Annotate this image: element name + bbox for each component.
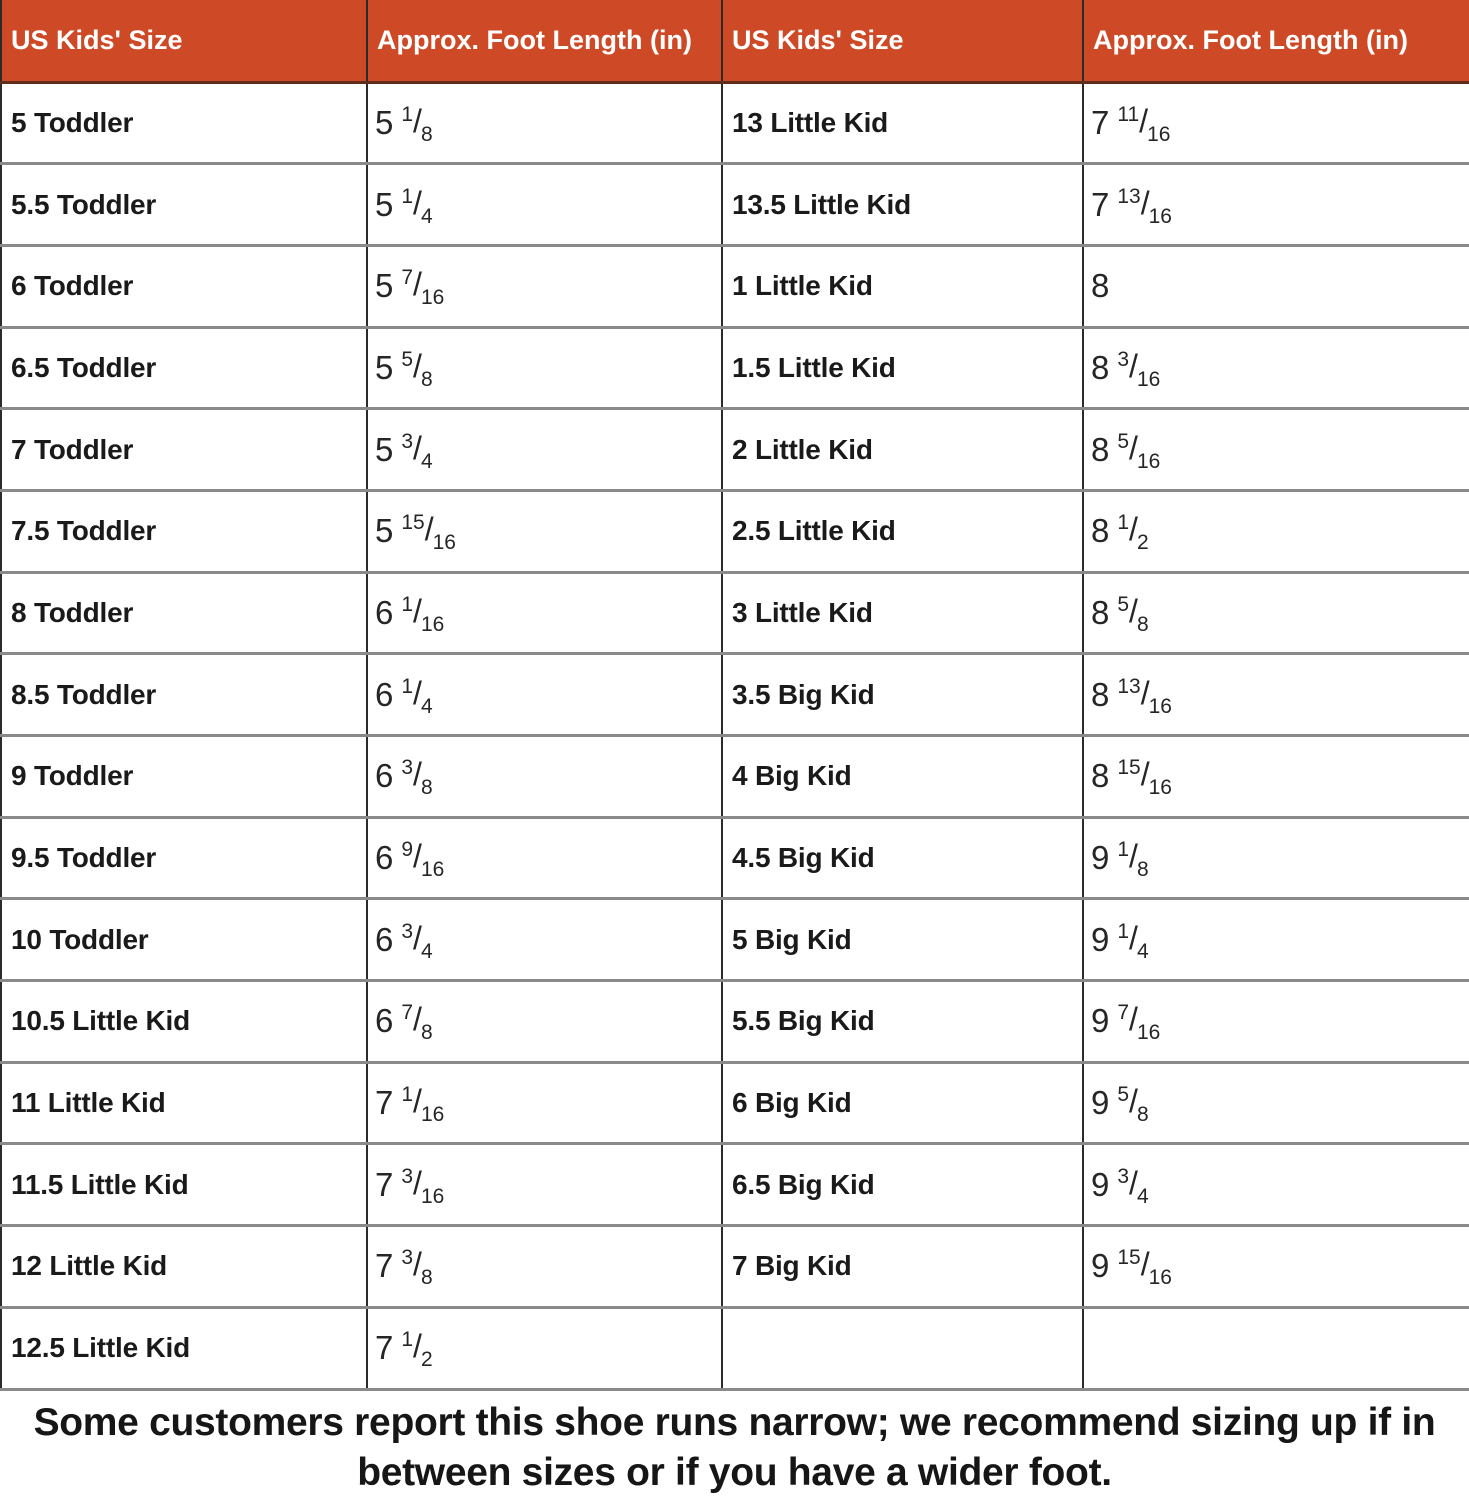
fraction-slash: /: [1129, 838, 1137, 875]
fraction-denominator: 16: [1136, 1021, 1161, 1045]
whole-number: 9: [1091, 1084, 1110, 1122]
fraction-denominator: 2: [420, 1348, 433, 1372]
fraction-denominator: 16: [1148, 776, 1172, 800]
foot-length-cell: [1083, 1062, 1469, 1144]
size-cell: 13.5 Little Kid: [722, 164, 1083, 246]
fraction-numerator: 1: [401, 184, 414, 208]
whole-number: 7: [375, 1165, 394, 1203]
fraction-denominator: 8: [1136, 1103, 1149, 1127]
size-cell: 1.5 Little Kid: [722, 327, 1083, 409]
size-cell: 10.5 Little Kid: [1, 981, 367, 1063]
whole-number: 6: [375, 675, 394, 713]
foot-length-cell: [367, 654, 722, 736]
fraction-numerator: 1: [1117, 511, 1130, 535]
whole-number: 9: [1091, 1247, 1110, 1285]
fraction-denominator: 8: [1136, 858, 1149, 882]
whole-number: 9: [1091, 920, 1110, 958]
fraction-denominator: 16: [1147, 122, 1171, 146]
foot-length-cell: [1083, 572, 1469, 654]
whole-number: 6: [375, 593, 394, 631]
header-foot-length-left: Approx. Foot Length (in): [367, 0, 722, 82]
foot-length-cell: [367, 164, 722, 246]
fraction-denominator: 16: [1148, 1266, 1172, 1290]
foot-length-cell: [367, 572, 722, 654]
fraction-denominator: 4: [1136, 939, 1149, 963]
size-cell: 11.5 Little Kid: [1, 1144, 367, 1226]
fraction-numerator: 3: [401, 1246, 414, 1270]
fit-note-line-1: Some customers report this shoe runs narrow; we recommend sizing up if in: [33, 1400, 1436, 1444]
fraction-slash: /: [413, 347, 421, 384]
fraction-numerator: 7: [401, 266, 414, 290]
fraction-slash: /: [413, 1083, 421, 1120]
fraction-numerator: 3: [401, 1164, 414, 1188]
fraction-denominator: 2: [1136, 531, 1149, 555]
fraction-slash: /: [413, 674, 421, 711]
fraction-denominator: 4: [420, 694, 433, 718]
fraction-numerator: 3: [401, 429, 414, 453]
size-cell: 13 Little Kid: [722, 82, 1083, 164]
table-row: [1, 572, 1469, 654]
whole-number: 8: [1091, 430, 1110, 468]
fraction-numerator: 13: [1117, 674, 1141, 698]
fraction-denominator: 16: [420, 1103, 445, 1127]
fraction-numerator: 1: [401, 674, 414, 698]
size-cell: 4 Big Kid: [722, 736, 1083, 818]
fraction-denominator: 4: [420, 939, 433, 963]
fraction-slash: /: [413, 756, 421, 793]
size-cell: 11 Little Kid: [1, 1062, 367, 1144]
size-cell: 3 Little Kid: [722, 572, 1083, 654]
table-row: [1, 245, 1469, 327]
table-body: [1, 82, 1469, 1389]
fraction-denominator: 16: [1148, 204, 1172, 228]
size-cell: 9.5 Toddler: [1, 817, 367, 899]
fraction-slash: /: [1140, 1246, 1149, 1283]
table-row: [1, 409, 1469, 491]
fraction-numerator: 3: [401, 919, 414, 943]
fit-note-line-2: between sizes or if you have a wider foot.: [357, 1450, 1112, 1494]
whole-number: 7: [375, 1329, 394, 1367]
foot-length-cell: [367, 817, 722, 899]
table-row: [1, 82, 1469, 164]
foot-length-cell: [1083, 164, 1469, 246]
whole-number: 5: [375, 185, 394, 223]
fraction-denominator: 8: [420, 776, 433, 800]
whole-number: 5: [375, 267, 394, 305]
fraction-numerator: 3: [1117, 347, 1130, 371]
table-row: [1, 490, 1469, 572]
whole-number: 8: [1091, 512, 1110, 550]
fraction-denominator: 8: [420, 1021, 433, 1045]
size-cell: 3.5 Big Kid: [722, 654, 1083, 736]
whole-number: 5: [375, 348, 394, 386]
fraction-slash: /: [413, 429, 421, 466]
foot-length-cell: [1083, 409, 1469, 491]
table-row: [1, 327, 1469, 409]
fraction-numerator: 7: [401, 1001, 414, 1025]
foot-length-cell: [1083, 654, 1469, 736]
foot-length-cell: [367, 82, 722, 164]
table-row: [1, 736, 1469, 818]
foot-length-cell: [1083, 736, 1469, 818]
fraction-numerator: 3: [401, 756, 414, 780]
whole-number: 6: [375, 920, 394, 958]
fit-note: [0, 1391, 1469, 1501]
fraction-denominator: 8: [420, 367, 433, 391]
size-cell: 1 Little Kid: [722, 245, 1083, 327]
fraction-denominator: 4: [420, 449, 433, 473]
size-cell: 10 Toddler: [1, 899, 367, 981]
fraction-numerator: 15: [1117, 1246, 1141, 1270]
fraction-numerator: 1: [401, 1083, 414, 1107]
fraction-slash: /: [413, 1328, 421, 1365]
foot-length-cell: [1083, 327, 1469, 409]
fraction-denominator: 16: [432, 531, 456, 555]
fraction-denominator: 16: [1136, 449, 1161, 473]
fraction-slash: /: [413, 1001, 421, 1038]
fraction-slash: /: [413, 838, 421, 875]
fraction-slash: /: [1129, 429, 1137, 466]
size-cell: 9 Toddler: [1, 736, 367, 818]
header-us-kids-size-right: US Kids' Size: [722, 0, 1083, 82]
fraction-slash: /: [413, 184, 421, 221]
size-cell: 5 Big Kid: [722, 899, 1083, 981]
fraction-numerator: 1: [1117, 919, 1130, 943]
fraction-denominator: 4: [1136, 1184, 1149, 1208]
fraction-numerator: 15: [1117, 756, 1141, 780]
fraction-numerator: 5: [1117, 1083, 1130, 1107]
size-cell: 2 Little Kid: [722, 409, 1083, 491]
fraction-denominator: 16: [420, 612, 445, 636]
table-row: [1, 654, 1469, 736]
fraction-slash: /: [413, 919, 421, 956]
table-row: [1, 817, 1469, 899]
fraction-denominator: 4: [420, 204, 433, 228]
size-cell: 5.5 Toddler: [1, 164, 367, 246]
fraction-denominator: 16: [1136, 367, 1161, 391]
size-cell: 6 Toddler: [1, 245, 367, 327]
fraction-denominator: 16: [420, 286, 445, 310]
foot-length-cell: [1083, 1307, 1469, 1389]
foot-length-cell: [1083, 817, 1469, 899]
foot-length-cell: [367, 490, 722, 572]
fraction-denominator: 8: [420, 1266, 433, 1290]
fraction-numerator: 11: [1117, 102, 1140, 126]
whole-number: 9: [1091, 1002, 1110, 1040]
foot-length-cell: [367, 409, 722, 491]
fraction-numerator: 1: [401, 592, 414, 616]
header-foot-length-right: Approx. Foot Length (in): [1083, 0, 1469, 82]
size-cell: 12.5 Little Kid: [1, 1307, 367, 1389]
foot-length-cell: [1083, 981, 1469, 1063]
whole-number: 6: [375, 839, 394, 877]
foot-length-cell: [1083, 1226, 1469, 1308]
header-us-kids-size-left: US Kids' Size: [1, 0, 367, 82]
fraction-numerator: 9: [401, 838, 414, 862]
whole-number: 5: [375, 430, 394, 468]
fraction-slash: /: [1129, 1164, 1137, 1201]
fraction-slash: /: [1129, 347, 1137, 384]
table-header: [1, 0, 1469, 82]
fraction-slash: /: [413, 102, 421, 139]
fraction-slash: /: [1139, 102, 1148, 139]
whole-number: 8: [1091, 675, 1110, 713]
foot-length-cell: [367, 327, 722, 409]
table-row: [1, 899, 1469, 981]
foot-length-cell: [367, 1144, 722, 1226]
whole-number: 7: [375, 1084, 394, 1122]
fraction-numerator: 7: [1117, 1001, 1130, 1025]
fraction-numerator: 5: [1117, 592, 1130, 616]
size-cell: 5 Toddler: [1, 82, 367, 164]
fraction-slash: /: [424, 511, 433, 548]
whole-number: 8: [1091, 267, 1110, 305]
foot-length-cell: [367, 899, 722, 981]
fraction-slash: /: [1140, 184, 1149, 221]
whole-number: 8: [1091, 757, 1110, 795]
whole-number: 6: [375, 757, 394, 795]
foot-length-cell: [1083, 245, 1469, 327]
table-row: [1, 1062, 1469, 1144]
whole-number: 6: [375, 1002, 394, 1040]
size-cell: 8 Toddler: [1, 572, 367, 654]
foot-length-cell: [367, 981, 722, 1063]
fraction-slash: /: [413, 266, 421, 303]
fraction-numerator: 5: [401, 347, 414, 371]
size-cell: 4.5 Big Kid: [722, 817, 1083, 899]
fraction-slash: /: [1129, 919, 1137, 956]
size-cell: 2.5 Little Kid: [722, 490, 1083, 572]
whole-number: 8: [1091, 593, 1110, 631]
fraction-numerator: 1: [1117, 838, 1130, 862]
table-row: [1, 1226, 1469, 1308]
foot-length-cell: [1083, 899, 1469, 981]
foot-length-cell: [1083, 490, 1469, 572]
table-row: [1, 1307, 1469, 1389]
size-cell: [722, 1307, 1083, 1389]
fraction-numerator: 1: [401, 1328, 414, 1352]
size-cell: 7.5 Toddler: [1, 490, 367, 572]
whole-number: 7: [375, 1247, 394, 1285]
fraction-slash: /: [1140, 756, 1149, 793]
fraction-denominator: 8: [420, 122, 433, 146]
fraction-denominator: 16: [420, 1184, 445, 1208]
fraction-numerator: 1: [401, 102, 414, 126]
fraction-numerator: 13: [1117, 184, 1141, 208]
table-row: [1, 1144, 1469, 1226]
header-row: [1, 0, 1469, 82]
size-cell: 6.5 Big Kid: [722, 1144, 1083, 1226]
fraction-numerator: 3: [1117, 1164, 1130, 1188]
fraction-numerator: 15: [401, 511, 425, 535]
fraction-slash: /: [413, 1164, 421, 1201]
fraction-slash: /: [1129, 1001, 1137, 1038]
fraction-slash: /: [1129, 511, 1137, 548]
foot-length-cell: [1083, 1144, 1469, 1226]
foot-length-cell: [367, 736, 722, 818]
size-cell: 5.5 Big Kid: [722, 981, 1083, 1063]
whole-number: 5: [375, 512, 394, 550]
table-row: [1, 164, 1469, 246]
size-cell: 6 Big Kid: [722, 1062, 1083, 1144]
fraction-numerator: 5: [1117, 429, 1130, 453]
fraction-slash: /: [1129, 592, 1137, 629]
whole-number: 9: [1091, 1165, 1110, 1203]
whole-number: 5: [375, 103, 394, 141]
fraction-slash: /: [1129, 1083, 1137, 1120]
fraction-slash: /: [413, 592, 421, 629]
fraction-denominator: 16: [1148, 694, 1172, 718]
whole-number: 7: [1091, 185, 1110, 223]
size-cell: 6.5 Toddler: [1, 327, 367, 409]
size-cell: 7 Big Kid: [722, 1226, 1083, 1308]
foot-length-cell: [367, 1307, 722, 1389]
foot-length-cell: [1083, 82, 1469, 164]
fraction-denominator: 16: [420, 858, 445, 882]
whole-number: 7: [1091, 103, 1110, 141]
fraction-slash: /: [1140, 674, 1149, 711]
whole-number: 8: [1091, 348, 1110, 386]
foot-length-cell: [367, 1062, 722, 1144]
fraction-denominator: 8: [1136, 612, 1149, 636]
size-cell: 12 Little Kid: [1, 1226, 367, 1308]
size-cell: 8.5 Toddler: [1, 654, 367, 736]
fraction-slash: /: [413, 1246, 421, 1283]
foot-length-cell: [367, 245, 722, 327]
size-cell: 7 Toddler: [1, 409, 367, 491]
table-row: [1, 981, 1469, 1063]
foot-length-cell: [367, 1226, 722, 1308]
whole-number: 9: [1091, 839, 1110, 877]
